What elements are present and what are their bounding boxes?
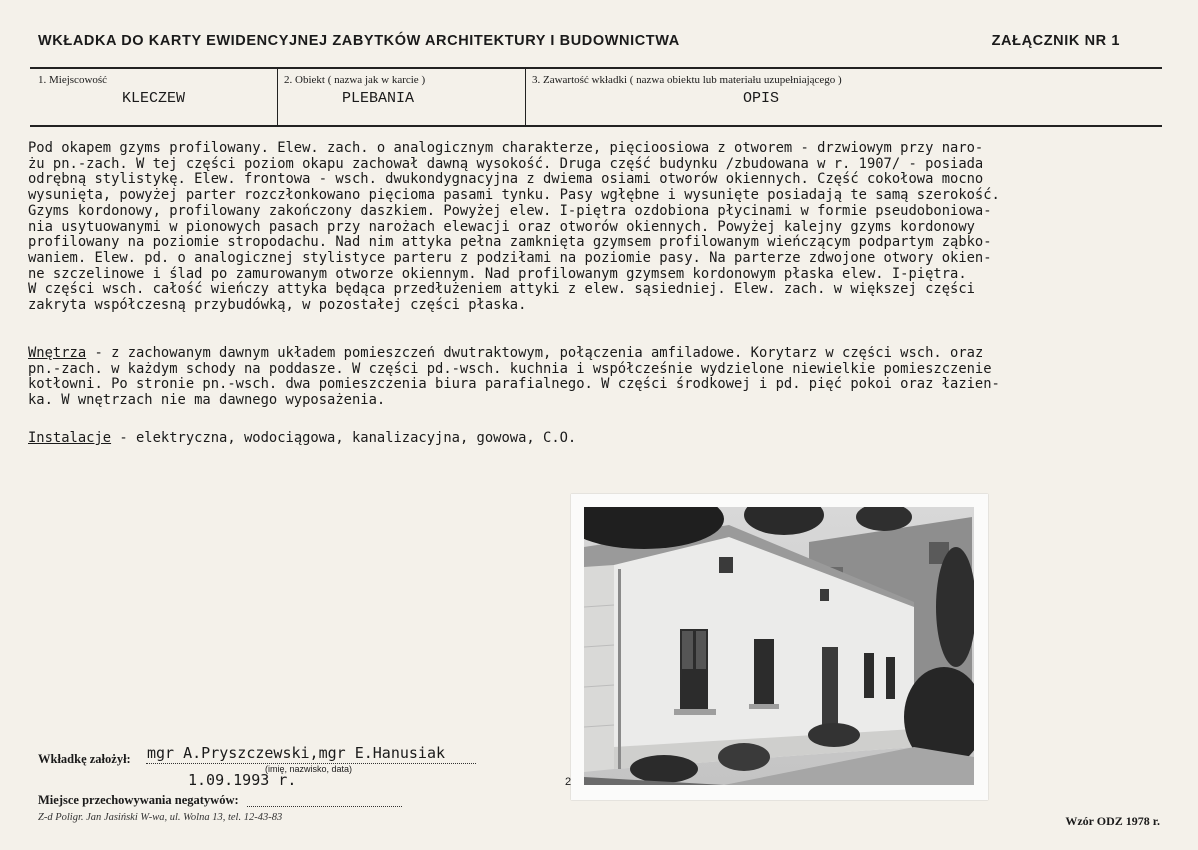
text-line: Pod okapem gzyms profilowany. Elew. zach. o analogicznym charakterze, pięcioosiowa z otworem - drzwiowym przy naro- [28,141,984,156]
text-line: żu pn.-zach. W tej części poziom okapu zachował dawną wysokość. Druga część budynku /zbudowana w r. 1907/ - posiada [28,155,984,172]
author-hint: (imię, nazwisko, data) [265,764,353,774]
negatives-label: Miejsce przechowywania negatywów: [38,793,239,807]
text-line: ne szczelinowe i ślad po zamurowanym otworze okiennym. Nad profilowanym gzymsem kordonowym płaska elew. I-piętra. [28,265,967,282]
negatives-dotline [247,806,402,807]
text-line: odrębną stylistykę. Elew. frontowa - wsch. dwukondygnacyjna z dwiema osiami otworów okiennych. Część cokołowa mocno [28,171,984,188]
installations-heading: Instalacje [28,431,112,446]
text-line: ka. W wnętrzach nie ma dawnego wyposażenia. [28,392,386,409]
building-photo-graphic [584,507,974,785]
annex-number: ZAŁĄCZNIK NR 1 [991,33,1120,49]
author-label: Wkładkę założył: [38,752,131,766]
text-line: waniem. Elew. pd. o analogicznej stylistyce parteru z podziłami na poziomie pasy. Na parterze zdwojone otwory okien- [28,249,992,266]
photo-number: 2 [565,776,572,788]
date-value: 1.09.1993 r. [188,771,297,789]
installations-line [28,431,1198,447]
locality-label: 1. Miejscowość [38,74,108,86]
object-value: PLEBANIA [341,90,414,107]
text-line [28,346,1198,362]
description-paragraph [28,141,1198,314]
text-line: kotłowni. Po stronie pn.-wsch. dwa pomieszczenia biura parafialnego. W części środkowej i pd. pięć pokoi oraz łazien- [28,376,1000,393]
contents-label: 3. Zawartość wkładki ( nazwa obiektu lub materiału uzupełniającego ) [532,74,842,86]
author-value: mgr A.Pryszczewski,mgr E.Hanusiak [147,744,446,762]
header-bottom-rule [30,125,1162,127]
text-line: profilowany na poziomie stropodachu. Nad nim attyka pełna zamknięta gzymsem profilowanym wieńczącym podpartym ząbko- [28,234,992,251]
interior-paragraph [28,346,1198,409]
text-line: zakryta współczesną przybudówką, w pozostałej części płaska. [28,297,527,314]
text-line: Gzyms kordonowy, profilowany zakończony daszkiem. Powyżej elew. I-piętra ozdobiona płycinami w formie pseudoboniowa- [28,202,992,219]
header-top-rule [30,67,1162,69]
text-line: pn.-zach. w każdym schody na poddasze. W części pd.-wsch. kuchnia i współcześnie wydzielone niewielkie pomieszczenie [28,360,992,377]
object-label: 2. Obiekt ( nazwa jak w karcie ) [284,74,426,86]
form-title: WKŁADKA DO KARTY EWIDENCYJNEJ ZABYTKÓW ARCHITEKTURY I BUDOWNICTWA [38,33,680,49]
text-line: wysunięta, powyżej parter rozczłonkowano pięcioma pasami tynku. Pasy wgłębne i wysunięte posiadają te samą szerokość. [28,187,1000,204]
contents-value: OPIS [742,90,779,107]
text-line-content: - z zachowanym dawnym układem pomieszczeń dwutraktowym, połączenia amfiladowe. Korytarz w części wsch. oraz [86,346,984,361]
installations-text: - elektryczna, wodociągowa, kanalizacyjna, gowowa, C.O. [111,431,577,446]
locality-value: KLECZEW [121,90,185,107]
interior-heading: Wnętrza [28,346,87,361]
printer-credit: Z-d Poligr. Jan Jasiński W-wa, ul. Wolna 13, tel. 12-43-83 [38,812,283,823]
text-line: W części wsch. całość wieńczy attyka będąca przedłużeniem attyki z elew. sąsiedniej. Elew. zach. w większej części [28,281,975,298]
building-photo [584,507,974,785]
form-model: Wzór ODZ 1978 r. [1065,814,1160,828]
text-line: nia usytuowanymi w pionowych pasach przy narożach elewacji oraz otworów okiennych. Powyżej kalejny gzyms kordonowy [28,218,975,235]
